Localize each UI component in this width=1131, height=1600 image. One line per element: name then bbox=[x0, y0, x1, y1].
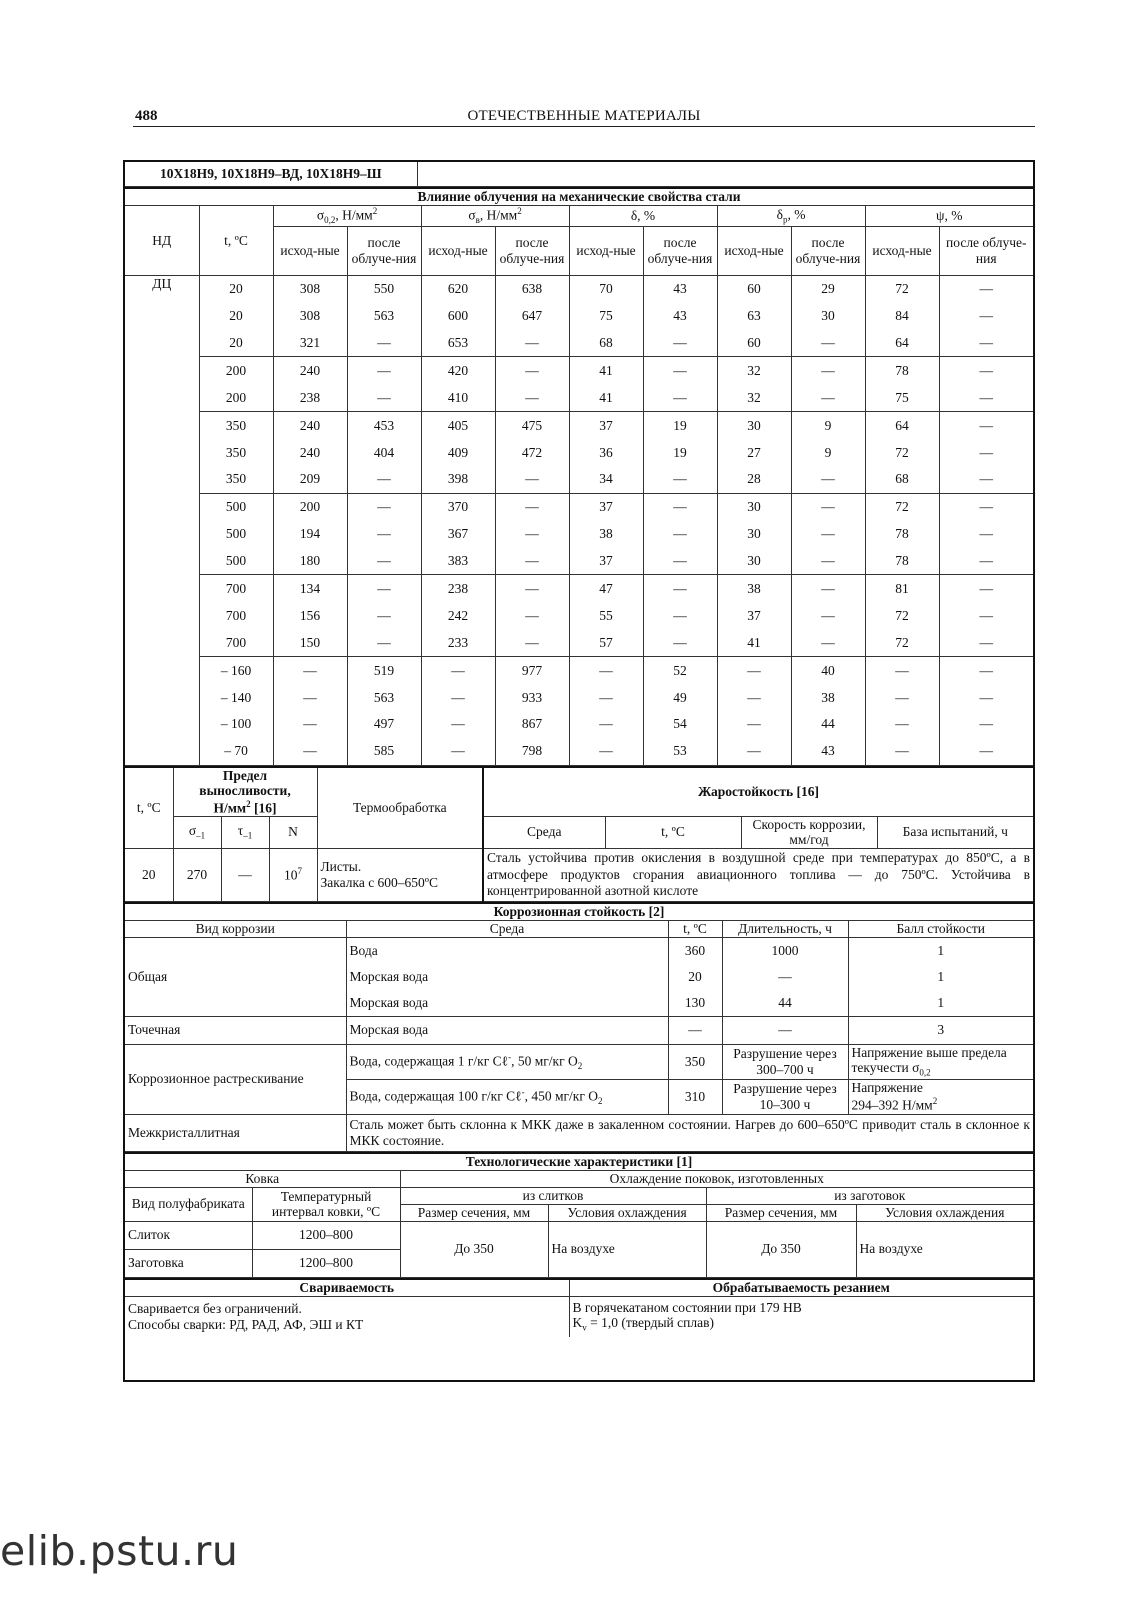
cond-billets: На воздухе bbox=[856, 1221, 1033, 1277]
col-n: N bbox=[269, 816, 317, 848]
irradiation-cell: 37 bbox=[569, 411, 643, 438]
irradiation-cell: — bbox=[273, 657, 347, 684]
col-corrosion-env: Среда bbox=[346, 920, 668, 937]
subheader-initial: исход-ные bbox=[569, 226, 643, 275]
irradiation-cell: — bbox=[273, 684, 347, 711]
irradiation-cell: 27 bbox=[717, 439, 791, 466]
irradiation-cell: 308 bbox=[273, 275, 347, 302]
irradiation-cell: 28 bbox=[717, 466, 791, 493]
col-corrosion-type: Вид коррозии bbox=[125, 920, 346, 937]
irradiation-cell: — bbox=[939, 684, 1033, 711]
irradiation-cell: 350 bbox=[199, 411, 273, 438]
irradiation-cell: — bbox=[939, 575, 1033, 602]
subheader-initial: исход-ные bbox=[717, 226, 791, 275]
irradiation-row bbox=[125, 466, 1033, 493]
col-sigma-1: $\sigma_{-1}$ bbox=[173, 816, 221, 848]
irradiation-cell: 40 bbox=[791, 657, 865, 684]
irradiation-row bbox=[125, 302, 1033, 329]
irradiation-cell: — bbox=[939, 738, 1033, 765]
irradiation-cell: 500 bbox=[199, 521, 273, 548]
irradiation-title: Влияние облучения на механические свойства стали bbox=[125, 188, 1033, 206]
heat-resistance-title: Жаростойкость [16] bbox=[483, 767, 1033, 817]
irradiation-row bbox=[125, 275, 1033, 302]
irradiation-cell: — bbox=[569, 684, 643, 711]
end-col-t: t, ºС bbox=[125, 767, 173, 849]
irradiation-cell: 60 bbox=[717, 275, 791, 302]
col-rate: Скорость коррозии, мм/год bbox=[741, 816, 877, 848]
irradiation-cell: 410 bbox=[421, 384, 495, 411]
irradiation-cell: 867 bbox=[495, 711, 569, 738]
irradiation-cell: — bbox=[495, 521, 569, 548]
col-corrosion-t: t, ºС bbox=[668, 920, 722, 937]
corrosion-intergranular: Межкристаллитная bbox=[125, 1114, 346, 1151]
irradiation-cell: — bbox=[347, 575, 421, 602]
subheader-after: после облуче-ния bbox=[791, 226, 865, 275]
irradiation-cell: — bbox=[791, 521, 865, 548]
irradiation-cell: 36 bbox=[569, 439, 643, 466]
irradiation-cell: 200 bbox=[199, 384, 273, 411]
irradiation-cell: 233 bbox=[421, 629, 495, 656]
irradiation-cell: 585 bbox=[347, 738, 421, 765]
irradiation-cell: 30 bbox=[717, 547, 791, 574]
irradiation-cell: — bbox=[939, 547, 1033, 574]
subheader-initial: исход-ные bbox=[421, 226, 495, 275]
scc-score-1: Напряжение выше предела текучести $\sigma_{0,2}$ bbox=[848, 1044, 1033, 1079]
irradiation-row bbox=[125, 439, 1033, 466]
irradiation-cell: 72 bbox=[865, 602, 939, 629]
irradiation-cell: 20 bbox=[199, 302, 273, 329]
irradiation-cell: — bbox=[643, 329, 717, 356]
irradiation-cell: 19 bbox=[643, 439, 717, 466]
scc-env-1: Вода, содержащая 1 г/кг Cℓ-, 50 мг/кг $O_2$ bbox=[346, 1044, 668, 1079]
watermark: elib.pstu.ru bbox=[0, 1527, 239, 1575]
irradiation-cell: — bbox=[939, 384, 1033, 411]
irradiation-cell: — bbox=[569, 711, 643, 738]
irradiation-cell: 53 bbox=[643, 738, 717, 765]
irradiation-cell: 43 bbox=[791, 738, 865, 765]
irradiation-cell: 350 bbox=[199, 466, 273, 493]
irradiation-cell: 563 bbox=[347, 684, 421, 711]
irradiation-cell: 977 bbox=[495, 657, 569, 684]
machin-title: Обрабатываемость резанием bbox=[569, 1279, 1033, 1297]
col-cooling: Охлаждение поковок, изготовленных bbox=[400, 1170, 1033, 1187]
irradiation-cell: 500 bbox=[199, 493, 273, 520]
subheader-initial: исход-ные bbox=[273, 226, 347, 275]
irradiation-cell: — bbox=[495, 357, 569, 384]
weld-machin-table bbox=[125, 1278, 1033, 1337]
subheader-after: после облуче-ния bbox=[495, 226, 569, 275]
irradiation-cell: 43 bbox=[643, 275, 717, 302]
irradiation-cell: — bbox=[643, 629, 717, 656]
heat-treatment-value: Листы. Закалка с 600–650ºС bbox=[317, 848, 483, 901]
irradiation-cell: 180 bbox=[273, 547, 347, 574]
irradiation-cell: 20 bbox=[199, 275, 273, 302]
irradiation-cell: — bbox=[643, 547, 717, 574]
subheader-after: после облуче-ния bbox=[643, 226, 717, 275]
irradiation-cell: 72 bbox=[865, 629, 939, 656]
irradiation-cell: 209 bbox=[273, 466, 347, 493]
irradiation-cell: 72 bbox=[865, 275, 939, 302]
irradiation-cell: — bbox=[939, 493, 1033, 520]
irradiation-cell: 68 bbox=[569, 329, 643, 356]
weld-title: Свариваемость bbox=[125, 1279, 569, 1297]
group-delta: δ, % bbox=[569, 206, 717, 227]
heat-resistance-note: Сталь устойчива против окисления в воздушной среде при температурах до 850ºС, а в атмосфере продуктов сгорания авиационного топлива — до 750ºС. Устойчива в концентрированной азотной кислоте bbox=[483, 848, 1033, 901]
irradiation-table bbox=[125, 187, 1033, 766]
irradiation-cell: — bbox=[495, 329, 569, 356]
irradiation-cell: — bbox=[347, 629, 421, 656]
irradiation-cell: — bbox=[939, 521, 1033, 548]
corrosion-pitting: Точечная bbox=[125, 1016, 346, 1044]
irradiation-cell: — bbox=[495, 629, 569, 656]
irradiation-cell: — bbox=[939, 629, 1033, 656]
irradiation-cell: 370 bbox=[421, 493, 495, 520]
irradiation-cell: 49 bbox=[643, 684, 717, 711]
col-size-1: Размер сечения, мм bbox=[400, 1204, 548, 1221]
irradiation-cell: — bbox=[347, 466, 421, 493]
irradiation-row bbox=[125, 411, 1033, 438]
irradiation-cell: 194 bbox=[273, 521, 347, 548]
irradiation-cell: 156 bbox=[273, 602, 347, 629]
col-corrosion-dur: Длительность, ч bbox=[722, 920, 848, 937]
irradiation-cell: 367 bbox=[421, 521, 495, 548]
irradiation-cell: — bbox=[717, 657, 791, 684]
irradiation-cell: 30 bbox=[717, 411, 791, 438]
irradiation-cell: — bbox=[495, 547, 569, 574]
col-nd: НД bbox=[125, 206, 199, 276]
irradiation-cell: — bbox=[939, 302, 1033, 329]
irradiation-cell: — bbox=[495, 493, 569, 520]
irradiation-cell: 9 bbox=[791, 411, 865, 438]
irradiation-row bbox=[125, 711, 1033, 738]
col-semi: Вид полуфабриката bbox=[125, 1187, 252, 1221]
irradiation-cell: — bbox=[791, 329, 865, 356]
irradiation-row bbox=[125, 602, 1033, 629]
size-billets: До 350 bbox=[706, 1221, 856, 1277]
nd-value: ДЦ bbox=[125, 275, 199, 765]
irradiation-cell: 150 bbox=[273, 629, 347, 656]
irradiation-cell: 600 bbox=[421, 302, 495, 329]
col-heat-treatment: Термообработка bbox=[317, 767, 483, 849]
irradiation-cell: — bbox=[939, 329, 1033, 356]
irradiation-cell: 500 bbox=[199, 547, 273, 574]
tech-table: Технологические характеристики [1] Ковка Охлаждение поковок, изготовленных Вид полуфабриката Температурный интервал ковки, ºС из слитков из заготовок Размер сечения, мм Условия охлаждения Размер сечения, мм Условия охлаждения Слиток 1200–800 До 350 На воздухе До 350 На воздухе Заготовка 1200–800 bbox=[125, 1152, 1033, 1278]
irradiation-cell: 308 bbox=[273, 302, 347, 329]
irradiation-cell: — bbox=[939, 711, 1033, 738]
irradiation-cell: 78 bbox=[865, 521, 939, 548]
irradiation-cell: — bbox=[643, 602, 717, 629]
irradiation-cell: — bbox=[939, 275, 1033, 302]
irradiation-cell: 933 bbox=[495, 684, 569, 711]
irradiation-cell: 653 bbox=[421, 329, 495, 356]
irradiation-cell: 798 bbox=[495, 738, 569, 765]
irradiation-cell: — bbox=[717, 711, 791, 738]
irradiation-cell: — bbox=[865, 711, 939, 738]
irradiation-row bbox=[125, 629, 1033, 656]
irradiation-cell: 57 bbox=[569, 629, 643, 656]
irradiation-cell: 55 bbox=[569, 602, 643, 629]
col-cond-1: Условия охлаждения bbox=[548, 1204, 706, 1221]
irradiation-cell: — bbox=[643, 357, 717, 384]
irradiation-row bbox=[125, 575, 1033, 602]
end-sigma-value: 270 bbox=[173, 848, 221, 901]
corrosion-scc: Коррозионное растрескивание bbox=[125, 1044, 346, 1114]
irradiation-cell: 41 bbox=[569, 357, 643, 384]
irradiation-cell: — bbox=[865, 657, 939, 684]
irradiation-cell: — bbox=[791, 602, 865, 629]
irradiation-cell: 81 bbox=[865, 575, 939, 602]
irradiation-cell: 240 bbox=[273, 439, 347, 466]
irradiation-row bbox=[125, 357, 1033, 384]
irradiation-cell: — bbox=[791, 357, 865, 384]
endurance-title: Предел выносливости, $Н/мм^2$ [16] bbox=[173, 767, 317, 817]
irradiation-cell: 60 bbox=[717, 329, 791, 356]
scc-score-2: Напряжение 294–392 $Н/мм^2$ bbox=[848, 1079, 1033, 1114]
end-tau-value: — bbox=[221, 848, 269, 901]
irradiation-cell: 72 bbox=[865, 493, 939, 520]
irradiation-cell: — bbox=[939, 411, 1033, 438]
irradiation-cell: 405 bbox=[421, 411, 495, 438]
irradiation-cell: 350 bbox=[199, 439, 273, 466]
irradiation-cell: 200 bbox=[199, 357, 273, 384]
irradiation-cell: 38 bbox=[569, 521, 643, 548]
irradiation-cell: 84 bbox=[865, 302, 939, 329]
tech-title: Технологические характеристики [1] bbox=[125, 1153, 1033, 1171]
irradiation-cell: — bbox=[569, 738, 643, 765]
irradiation-cell: 78 bbox=[865, 357, 939, 384]
irradiation-cell: — bbox=[569, 657, 643, 684]
irradiation-cell: 29 bbox=[791, 275, 865, 302]
irradiation-cell: — bbox=[865, 738, 939, 765]
irradiation-cell: — bbox=[791, 493, 865, 520]
col-env: Среда bbox=[483, 816, 605, 848]
irradiation-cell: 41 bbox=[569, 384, 643, 411]
irradiation-cell: 41 bbox=[717, 629, 791, 656]
irradiation-cell: 638 bbox=[495, 275, 569, 302]
irradiation-cell: — bbox=[495, 466, 569, 493]
irradiation-cell: 20 bbox=[199, 329, 273, 356]
irradiation-row bbox=[125, 521, 1033, 548]
irradiation-cell: 30 bbox=[717, 521, 791, 548]
irradiation-cell: — bbox=[347, 357, 421, 384]
irradiation-cell: — bbox=[791, 629, 865, 656]
irradiation-cell: 700 bbox=[199, 629, 273, 656]
irradiation-cell: 37 bbox=[569, 547, 643, 574]
machin-text: В горячекатаном состоянии при 179 НВ $K_v = 1,0$ (твердый сплав) bbox=[569, 1296, 1033, 1337]
irradiation-cell: — bbox=[643, 493, 717, 520]
irradiation-cell: — bbox=[717, 684, 791, 711]
group-sigma02: $\sigma_{0,2}$, $Н/мм^2$ bbox=[273, 206, 421, 227]
corrosion-general: Общая bbox=[125, 937, 346, 1016]
corrosion-title: Коррозионная стойкость [2] bbox=[125, 903, 1033, 921]
irradiation-cell: 30 bbox=[791, 302, 865, 329]
irradiation-cell: 134 bbox=[273, 575, 347, 602]
irradiation-cell: 38 bbox=[717, 575, 791, 602]
size-ingots: До 350 bbox=[400, 1221, 548, 1277]
irradiation-cell: 75 bbox=[569, 302, 643, 329]
irradiation-cell: 32 bbox=[717, 357, 791, 384]
irradiation-cell: — bbox=[939, 357, 1033, 384]
irradiation-cell: 30 bbox=[717, 493, 791, 520]
irradiation-cell: 409 bbox=[421, 439, 495, 466]
irradiation-cell: 519 bbox=[347, 657, 421, 684]
col-corrosion-score: Балл стойкости bbox=[848, 920, 1033, 937]
irradiation-cell: 70 bbox=[569, 275, 643, 302]
irradiation-cell: 321 bbox=[273, 329, 347, 356]
irradiation-cell: 200 bbox=[273, 493, 347, 520]
irradiation-cell: 75 bbox=[865, 384, 939, 411]
irradiation-cell: 64 bbox=[865, 329, 939, 356]
irradiation-cell: 43 bbox=[643, 302, 717, 329]
irradiation-cell: — bbox=[791, 575, 865, 602]
irradiation-cell: 238 bbox=[421, 575, 495, 602]
group-sigmab: $\sigma_в$, $Н/мм^2$ bbox=[421, 206, 569, 227]
col-size-2: Размер сечения, мм bbox=[706, 1204, 856, 1221]
col-t: t, ºС bbox=[199, 206, 273, 276]
irradiation-cell: — bbox=[347, 329, 421, 356]
irradiation-cell: 19 bbox=[643, 411, 717, 438]
irradiation-cell: 238 bbox=[273, 384, 347, 411]
irradiation-cell: — bbox=[643, 521, 717, 548]
irradiation-cell: 475 bbox=[495, 411, 569, 438]
irradiation-cell: — bbox=[347, 602, 421, 629]
scc-env-2: Вода, содержащая 100 г/кг Cℓ-, 450 мг/кг $O_2$ bbox=[346, 1079, 668, 1114]
irradiation-cell: — bbox=[421, 738, 495, 765]
irradiation-cell: 383 bbox=[421, 547, 495, 574]
irradiation-cell: 420 bbox=[421, 357, 495, 384]
irradiation-cell: — bbox=[347, 493, 421, 520]
cond-ingots: На воздухе bbox=[548, 1221, 706, 1277]
corrosion-table: Коррозионная стойкость [2] Вид коррозии Среда t, ºС Длительность, ч Балл стойкости Общая Вода 360 1000 1 Морская вода 20 — 1 Морская вода 130 44 1 Точечная Морская вода — — 3 Коррозионное растрескивание Вода, содержащая 1 г/кг Cℓ-, 50 мг/кг $O_2$ 350 Разрушение через 300–700 ч Напряжение выше предела текучести $\sigma_{0,2}$ Вода, содержащая 100 г/кг Cℓ-, 450 мг/кг $O_2$ 310 Разрушение через 10–300 ч Напряжение 294–392 $Н/мм^2$ Межкристаллитная Сталь может быть склонна к МКК даже в закаленном состоянии. Нагрев до 600–650ºС приводит сталь в склонное к МКК состояние. bbox=[125, 902, 1033, 1152]
irradiation-cell: 497 bbox=[347, 711, 421, 738]
page-header bbox=[133, 104, 1035, 127]
irradiation-cell: — bbox=[495, 602, 569, 629]
irradiation-cell: — bbox=[939, 657, 1033, 684]
irradiation-cell: 700 bbox=[199, 575, 273, 602]
end-n-value: $10^7$ bbox=[269, 848, 317, 901]
irradiation-cell: — bbox=[273, 711, 347, 738]
irradiation-cell: – 100 bbox=[199, 711, 273, 738]
irradiation-cell: — bbox=[643, 466, 717, 493]
irradiation-cell: — bbox=[791, 466, 865, 493]
col-temp-range: Температурный интервал ковки, ºС bbox=[252, 1187, 400, 1221]
irradiation-cell: 44 bbox=[791, 711, 865, 738]
page-number: 488 bbox=[135, 108, 158, 124]
irradiation-cell: 37 bbox=[569, 493, 643, 520]
irradiation-cell: 63 bbox=[717, 302, 791, 329]
weld-text: Сваривается без ограничений. Способы сварки: РД, РАД, АФ, ЭШ и КТ bbox=[125, 1296, 569, 1337]
irradiation-row bbox=[125, 738, 1033, 765]
col-from-ingots: из слитков bbox=[400, 1187, 706, 1204]
material-sheet bbox=[123, 160, 1035, 1382]
intergranular-text: Сталь может быть склонна к МКК даже в закаленном состоянии. Нагрев до 600–650ºС приводит сталь в склонное к МКК состояние. bbox=[346, 1114, 1033, 1151]
subheader-after: после облуче-ния bbox=[939, 226, 1033, 275]
irradiation-cell: — bbox=[421, 684, 495, 711]
irradiation-cell: 52 bbox=[643, 657, 717, 684]
group-deltap: $\delta_р$, % bbox=[717, 206, 865, 227]
irradiation-row bbox=[125, 547, 1033, 574]
irradiation-cell: — bbox=[717, 738, 791, 765]
col-heat-t: t, ºС bbox=[605, 816, 741, 848]
irradiation-cell: 32 bbox=[717, 384, 791, 411]
col-cond-2: Условия охлаждения bbox=[856, 1204, 1033, 1221]
irradiation-cell: 647 bbox=[495, 302, 569, 329]
irradiation-cell: — bbox=[347, 384, 421, 411]
col-forging: Ковка bbox=[125, 1170, 400, 1187]
irradiation-cell: 78 bbox=[865, 547, 939, 574]
irradiation-row bbox=[125, 384, 1033, 411]
irradiation-cell: — bbox=[495, 384, 569, 411]
irradiation-cell: 38 bbox=[791, 684, 865, 711]
group-psi: ψ, % bbox=[865, 206, 1033, 227]
irradiation-cell: 34 bbox=[569, 466, 643, 493]
irradiation-cell: 550 bbox=[347, 275, 421, 302]
irradiation-cell: 563 bbox=[347, 302, 421, 329]
irradiation-cell: — bbox=[791, 384, 865, 411]
irradiation-cell: 453 bbox=[347, 411, 421, 438]
irradiation-cell: 240 bbox=[273, 357, 347, 384]
irradiation-cell: 472 bbox=[495, 439, 569, 466]
irradiation-cell: 72 bbox=[865, 439, 939, 466]
col-from-billets: из заготовок bbox=[706, 1187, 1033, 1204]
irradiation-row bbox=[125, 493, 1033, 520]
endurance-heat-table bbox=[125, 766, 1033, 902]
irradiation-cell: 64 bbox=[865, 411, 939, 438]
col-tau-1: $\tau_{-1}$ bbox=[221, 816, 269, 848]
irradiation-cell: — bbox=[791, 547, 865, 574]
irradiation-cell: — bbox=[939, 439, 1033, 466]
irradiation-cell: — bbox=[421, 711, 495, 738]
irradiation-cell: 700 bbox=[199, 602, 273, 629]
irradiation-cell: 54 bbox=[643, 711, 717, 738]
irradiation-cell: – 160 bbox=[199, 657, 273, 684]
end-t-value: 20 bbox=[125, 848, 173, 901]
irradiation-cell: — bbox=[273, 738, 347, 765]
irradiation-cell: — bbox=[865, 684, 939, 711]
irradiation-body bbox=[125, 275, 1033, 765]
irradiation-cell: — bbox=[939, 602, 1033, 629]
irradiation-cell: 9 bbox=[791, 439, 865, 466]
irradiation-cell: 37 bbox=[717, 602, 791, 629]
irradiation-cell: 68 bbox=[865, 466, 939, 493]
irradiation-cell: — bbox=[347, 521, 421, 548]
subheader-initial: исход-ные bbox=[865, 226, 939, 275]
irradiation-cell: 398 bbox=[421, 466, 495, 493]
subheader-after: после облуче-ния bbox=[347, 226, 421, 275]
irradiation-cell: — bbox=[643, 384, 717, 411]
irradiation-cell: — bbox=[495, 575, 569, 602]
irradiation-cell: – 70 bbox=[199, 738, 273, 765]
irradiation-cell: 242 bbox=[421, 602, 495, 629]
irradiation-cell: — bbox=[421, 657, 495, 684]
irradiation-row bbox=[125, 684, 1033, 711]
irradiation-cell: – 140 bbox=[199, 684, 273, 711]
running-title: ОТЕЧЕСТВЕННЫЕ МАТЕРИАЛЫ bbox=[467, 108, 701, 124]
irradiation-cell: — bbox=[347, 547, 421, 574]
irradiation-row bbox=[125, 657, 1033, 684]
irradiation-cell: 404 bbox=[347, 439, 421, 466]
grade-name: 10Х18Н9, 10Х18Н9–ВД, 10Х18Н9–Ш bbox=[125, 162, 417, 187]
irradiation-row bbox=[125, 329, 1033, 356]
irradiation-cell: 47 bbox=[569, 575, 643, 602]
irradiation-cell: 620 bbox=[421, 275, 495, 302]
grade-header bbox=[125, 162, 1033, 187]
col-base: База испытаний, ч bbox=[877, 816, 1033, 848]
irradiation-cell: — bbox=[939, 466, 1033, 493]
irradiation-cell: — bbox=[643, 575, 717, 602]
irradiation-cell: 240 bbox=[273, 411, 347, 438]
